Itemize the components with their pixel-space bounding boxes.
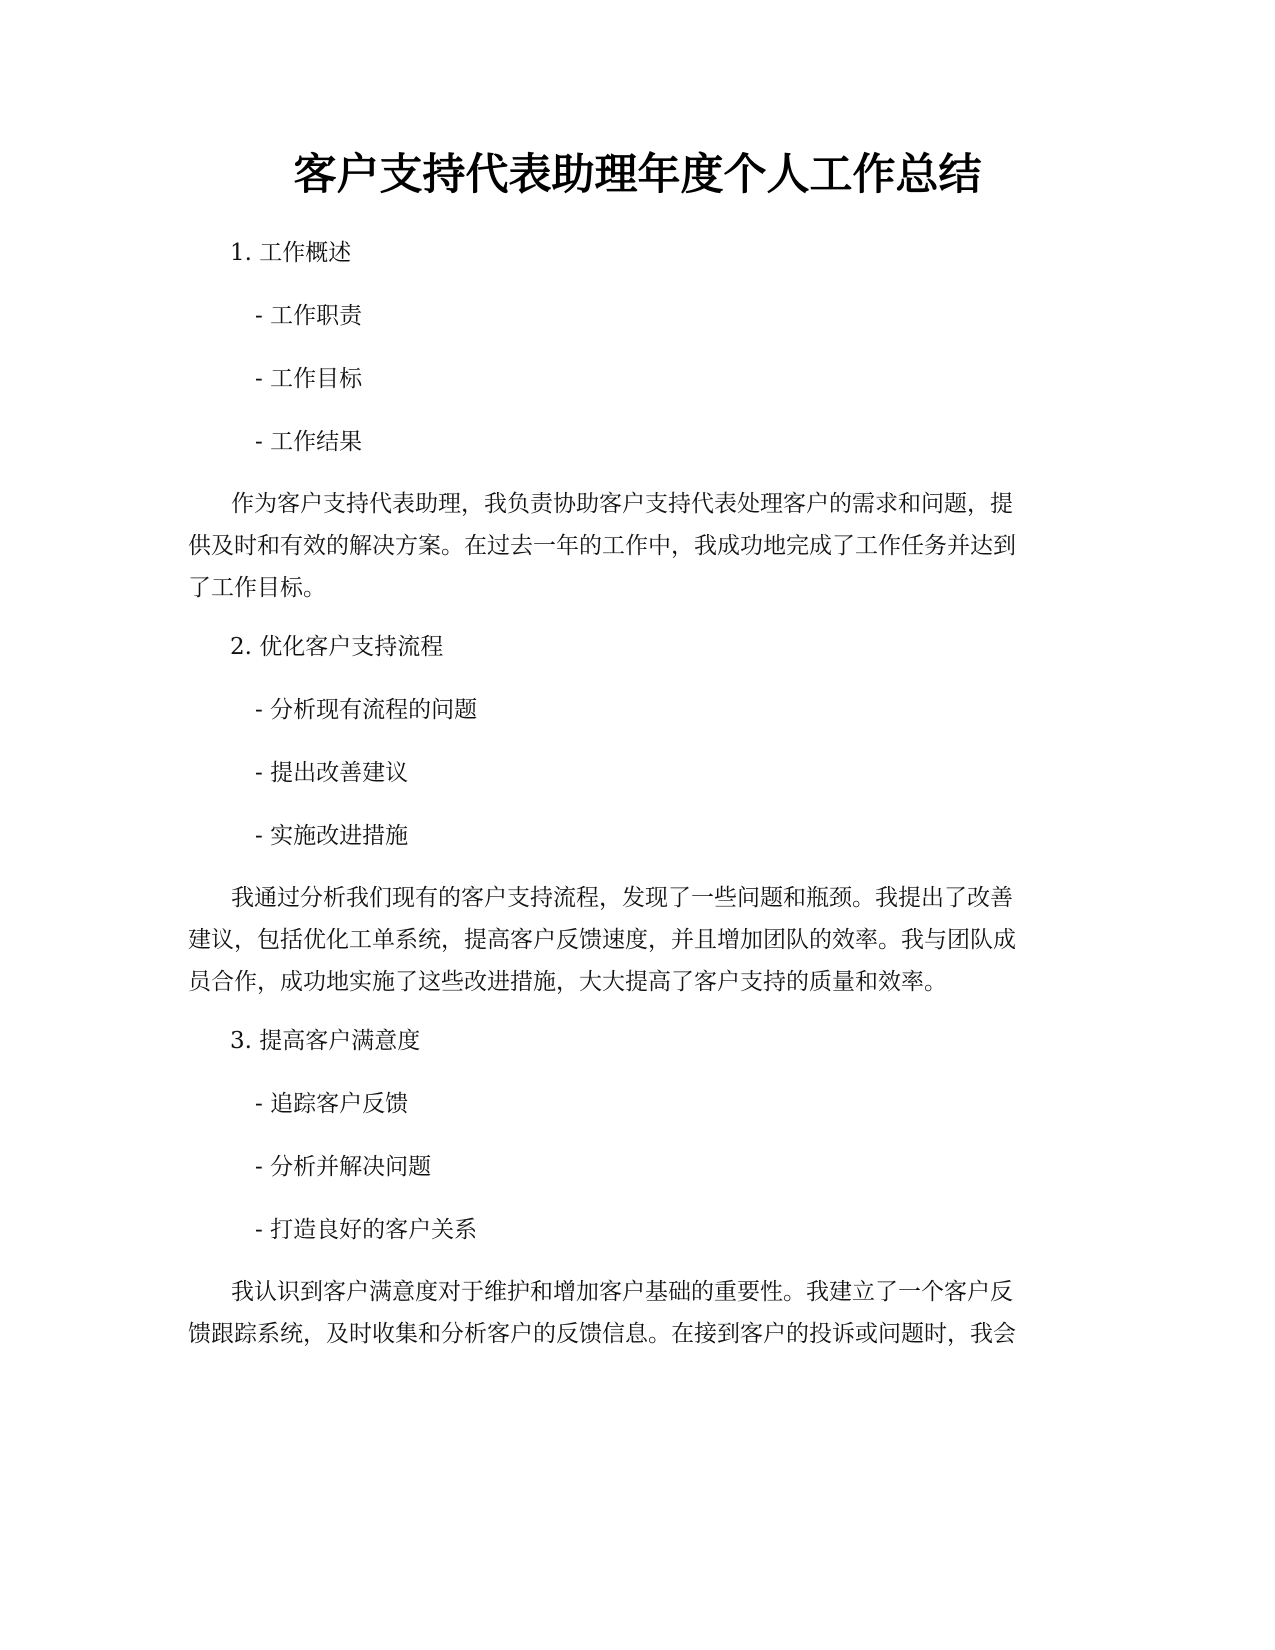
section-heading-3: 3. 提高客户满意度 [230, 1028, 421, 1054]
list-item: - 工作目标 [255, 366, 363, 392]
paragraph-line: 员合作，成功地实施了这些改进措施，大大提高了客户支持的质量和效率。 [188, 969, 947, 995]
list-item: - 分析现有流程的问题 [255, 697, 478, 723]
paragraph-line: 供及时和有效的解决方案。在过去一年的工作中，我成功地完成了工作任务并达到 [188, 533, 1016, 559]
section-paragraph-3 [188, 1271, 1088, 1355]
section-heading-2: 2. 优化客户支持流程 [230, 634, 444, 660]
document-title: 客户支持代表助理年度个人工作总结 [293, 150, 982, 200]
paragraph-line: 我认识到客户满意度对于维护和增加客户基础的重要性。我建立了一个客户反 [231, 1279, 1013, 1305]
list-item: - 分析并解决问题 [255, 1154, 432, 1180]
list-item: - 提出改善建议 [255, 760, 409, 786]
list-item: - 追踪客户反馈 [255, 1091, 409, 1117]
paragraph-line: 馈跟踪系统，及时收集和分析客户的反馈信息。在接到客户的投诉或问题时，我会 [188, 1321, 1016, 1347]
paragraph-line: 了工作目标。 [188, 575, 326, 601]
paragraph-line: 作为客户支持代表助理，我负责协助客户支持代表处理客户的需求和问题，提 [231, 491, 1013, 517]
list-item: - 实施改进措施 [255, 823, 409, 849]
list-item: - 工作职责 [255, 303, 363, 329]
section-heading-1: 1. 工作概述 [230, 240, 352, 266]
list-item: - 打造良好的客户关系 [255, 1217, 478, 1243]
list-item: - 工作结果 [255, 429, 363, 455]
paragraph-line: 我通过分析我们现有的客户支持流程，发现了一些问题和瓶颈。我提出了改善 [231, 885, 1013, 911]
paragraph-line: 建议，包括优化工单系统，提高客户反馈速度，并且增加团队的效率。我与团队成 [188, 927, 1016, 953]
section-paragraph-1 [188, 483, 1088, 609]
section-paragraph-2 [188, 877, 1088, 1003]
